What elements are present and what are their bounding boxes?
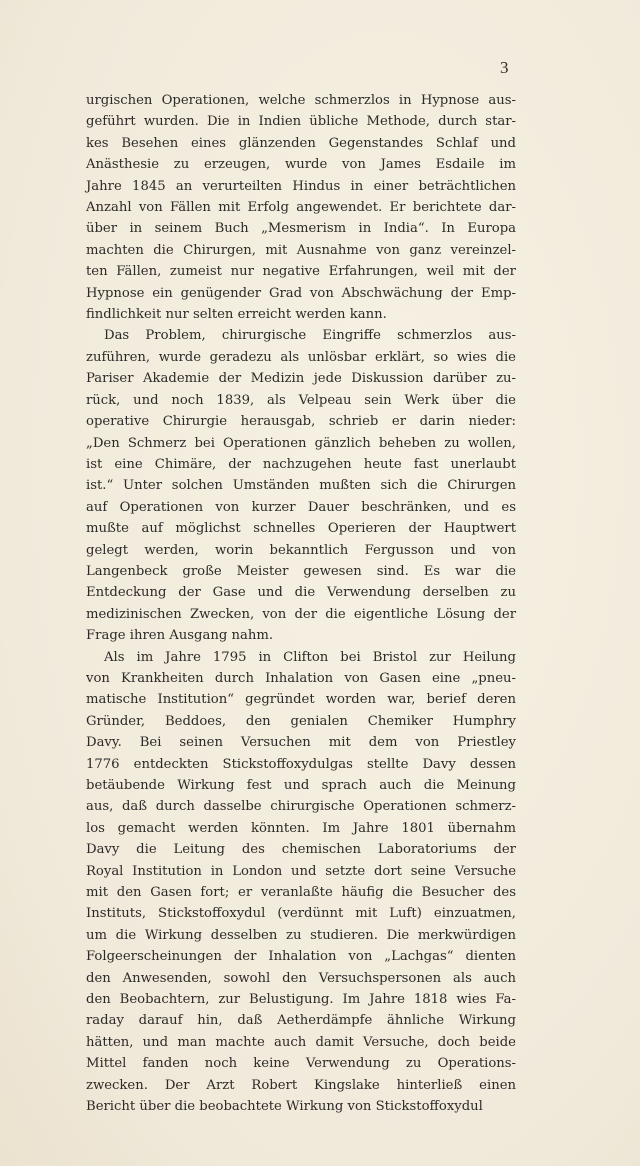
text-line: machten die Chirurgen, mit Ausnahme von ganz vereinzel- — [86, 242, 516, 258]
text-line: Jahre 1845 an verurteilten Hindus in einer beträchtlichen — [86, 178, 516, 194]
text-line: hätten, und man machte auch damit Versuche, doch beide — [86, 1034, 516, 1050]
text-line: Davy die Leitung des chemischen Laboratoriums der — [86, 842, 516, 858]
text-line: Frage ihren Ausgang nahm. — [86, 628, 274, 644]
text-line: ist.“ Unter solchen Umständen mußten sich die Chirurgen — [86, 478, 516, 494]
text-line: urgischen Operationen, welche schmerzlos in Hypnose aus- — [86, 93, 516, 108]
text-line: zwecken. Der Arzt Robert Kingslake hinterließ einen — [86, 1077, 516, 1093]
text-line: den Anwesenden, sowohl den Versuchspersonen als auch — [86, 970, 516, 986]
text-line: aus, daß durch dasselbe chirurgische Operationen schmerz- — [86, 799, 516, 815]
text-line: um die Wirkung desselben zu studieren. Die merkwürdigen — [86, 927, 516, 943]
text-line: Pariser Akademie der Medizin jede Diskussion darüber zu- — [86, 371, 516, 387]
text-line: Mittel fanden noch keine Verwendung zu Operations- — [86, 1056, 516, 1072]
text-line: Bericht über die beobachtete Wirkung von Stickstoffoxydul — [86, 1099, 483, 1115]
paragraph — [86, 325, 516, 646]
text-line: Das Problem, chirurgische Eingriffe schmerzlos aus- — [104, 328, 516, 344]
text-line: geführt wurden. Die in Indien übliche Methode, durch star- — [86, 114, 516, 130]
page-number: 3 — [500, 58, 509, 77]
text-line: Als im Jahre 1795 in Clifton bei Bristol zur Heilung — [104, 649, 516, 665]
text-line: auf Operationen von kurzer Dauer beschränken, und es — [86, 499, 516, 515]
text-line: über in seinem Buch „Mesmerism in India“. In Europa — [86, 221, 516, 237]
text-line: Anzahl von Fällen mit Erfolg angewendet. Er berichtete dar- — [86, 200, 516, 216]
text-line: gelegt werden, worin bekanntlich Fergusson und von — [86, 542, 516, 558]
text-line: Folgeerscheinungen der Inhalation von „Lachgas“ dienten — [86, 949, 516, 965]
text-line: medizinischen Zwecken, von der die eigentliche Lösung der — [86, 606, 516, 622]
text-line: von Krankheiten durch Inhalation von Gasen eine „pneu- — [86, 670, 516, 686]
text-line: kes Besehen eines glänzenden Gegenstandes Schlaf und — [86, 135, 516, 151]
body-text — [86, 90, 516, 1118]
text-line: raday darauf hin, daß Aetherdämpfe ähnliche Wirkung — [86, 1013, 516, 1029]
text-line: Hypnose ein genügender Grad von Abschwächung der Emp- — [86, 285, 516, 301]
text-line: rück, und noch 1839, als Velpeau sein Werk über die — [86, 392, 516, 408]
text-line: mit den Gasen fort; er veranlaßte häufig die Besucher des — [86, 885, 516, 901]
text-line: zuführen, wurde geradezu als unlösbar erklärt, so wies die — [86, 349, 516, 365]
text-line: findlichkeit nur selten erreicht werden kann. — [86, 307, 387, 323]
text-line: Anästhesie zu erzeugen, wurde von James Esdaile im — [86, 157, 516, 173]
text-line: Royal Institution in London und setzte dort seine Versuche — [86, 863, 516, 879]
paragraph — [86, 90, 516, 325]
text-line: 1776 entdeckten Stickstoffoxydulgas stellte Davy dessen — [86, 756, 516, 772]
text-line: operative Chirurgie herausgab, schrieb er darin nieder: — [86, 414, 516, 430]
text-line: Entdeckung der Gase und die Verwendung derselben zu — [86, 585, 516, 601]
text-line: Davy. Bei seinen Versuchen mit dem von Priestley — [86, 735, 516, 751]
text-line: los gemacht werden könnten. Im Jahre 1801 übernahm — [86, 820, 516, 836]
paragraph — [86, 647, 516, 1118]
text-line: Instituts, Stickstoffoxydul (verdünnt mit Luft) einzuatmen, — [86, 906, 516, 922]
text-line: ist eine Chimäre, der nachzugehen heute fast unerlaubt — [86, 456, 516, 472]
text-line: „Den Schmerz bei Operationen gänzlich beheben zu wollen, — [86, 435, 516, 451]
text-line: Gründer, Beddoes, den genialen Chemiker Humphry — [86, 713, 516, 729]
text-line: matische Institution“ gegründet worden war, berief deren — [86, 692, 516, 708]
text-line: betäubende Wirkung fest und sprach auch die Meinung — [86, 778, 516, 793]
text-line: Langenbeck große Meister gewesen sind. Es war die — [86, 563, 516, 579]
text-line: ten Fällen, zumeist nur negative Erfahrungen, weil mit der — [86, 264, 516, 280]
text-line: mußte auf möglichst schnelles Operieren der Hauptwert — [86, 521, 516, 537]
text-line: den Beobachtern, zur Belustigung. Im Jahre 1818 wies Fa- — [86, 992, 516, 1008]
